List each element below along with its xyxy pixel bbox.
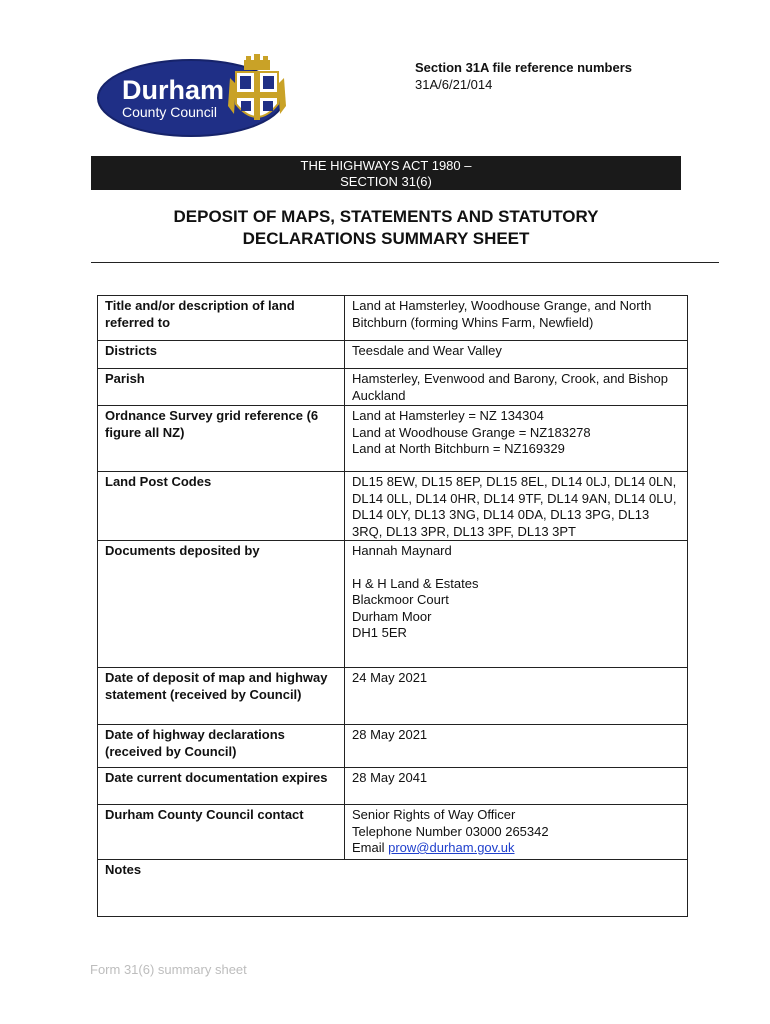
contact-phone: Telephone Number 03000 265342 (352, 823, 549, 839)
row-label-post-codes: Land Post Codes (98, 472, 345, 541)
row-value-post-codes: DL15 8EW, DL15 8EP, DL15 8EL, DL14 0LJ, DL14 0LN, DL14 0LL, DL14 0HR, DL14 9TF, DL14 9AN, DL14 0LU, DL14 0LY, DL13 3NG, DL14 0DA, DL13 3PG, DL13 3RQ, DL13 3PR, DL13 3PF, DL13 3PT (345, 472, 688, 541)
title-divider (91, 262, 719, 263)
page-title (91, 206, 681, 250)
depositor-company: H & H Land & Estates (352, 575, 479, 591)
grid-ref-line: Land at Hamsterley = NZ 134304 (352, 408, 544, 423)
depositor-address-line: Blackmoor Court (352, 592, 449, 607)
form-footer: Form 31(6) summary sheet (90, 962, 247, 977)
row-label-districts: Districts (98, 341, 345, 369)
contact-role: Senior Rights of Way Officer (352, 807, 516, 822)
row-value-parish: Hamsterley, Evenwood and Barony, Crook, and Bishop Auckland (345, 369, 688, 406)
row-label-grid-reference: Ordnance Survey grid reference (6 figure all NZ) (98, 406, 345, 472)
depositor-address-line: Durham Moor (352, 608, 432, 624)
table-row (98, 668, 688, 725)
row-label-parish: Parish (98, 369, 345, 406)
table-row (98, 805, 688, 860)
row-label-declarations-date: Date of highway declarations (received by Council) (98, 725, 345, 768)
contact-email-line (352, 840, 681, 857)
table-row (98, 406, 688, 472)
email-prefix: Email (352, 840, 389, 855)
row-value-deposit-date: 24 May 2021 (345, 668, 688, 725)
row-label-deposited-by: Documents deposited by (98, 541, 345, 668)
row-label-expiry-date: Date current documentation expires (98, 768, 345, 805)
summary-table (97, 295, 688, 917)
table-row (98, 860, 688, 917)
row-value-title: Land at Hamsterley, Woodhouse Grange, and North Bitchburn (forming Whins Farm, Newfield) (345, 296, 688, 341)
table-row (98, 296, 688, 341)
title-line-2: DECLARATIONS SUMMARY SHEET (242, 229, 530, 248)
row-value-deposited-by (345, 541, 688, 668)
title-line-1: DEPOSIT OF MAPS, STATEMENTS AND STATUTORY (173, 207, 599, 226)
row-label-title: Title and/or description of land referred to (98, 296, 345, 341)
address-gap (352, 560, 681, 576)
act-banner (91, 156, 681, 190)
banner-line-1: THE HIGHWAYS ACT 1980 – (300, 158, 472, 173)
row-value-grid-reference (345, 406, 688, 472)
row-value-expiry-date: 28 May 2041 (345, 768, 688, 805)
row-value-contact (345, 805, 688, 860)
reference-title: Section 31A file reference numbers (415, 60, 632, 75)
row-label-notes: Notes (98, 860, 688, 917)
depositor-postcode: DH1 5ER (352, 625, 407, 640)
row-label-contact: Durham County Council contact (98, 805, 345, 860)
grid-ref-line: Land at North Bitchburn = NZ169329 (352, 441, 565, 456)
table-row (98, 541, 688, 668)
reference-number: 31A/6/21/014 (415, 77, 493, 92)
row-value-declarations-date: 28 May 2021 (345, 725, 688, 768)
logo-word-durham: Durham (122, 75, 225, 105)
durham-county-council-logo (96, 54, 292, 138)
depositor-name: Hannah Maynard (352, 543, 452, 558)
row-value-districts: Teesdale and Wear Valley (345, 341, 688, 369)
row-label-deposit-date: Date of deposit of map and highway statement (received by Council) (98, 668, 345, 725)
table-row (98, 768, 688, 805)
table-row (98, 369, 688, 406)
contact-email-link[interactable]: prow@durham.gov.uk (388, 840, 515, 855)
grid-ref-line: Land at Woodhouse Grange = NZ183278 (352, 424, 591, 440)
banner-line-2: SECTION 31(6) (340, 174, 432, 189)
table-row (98, 472, 688, 541)
logo-word-county-council: County Council (122, 104, 217, 120)
file-reference-block (415, 59, 632, 93)
table-row (98, 341, 688, 369)
table-row (98, 725, 688, 768)
